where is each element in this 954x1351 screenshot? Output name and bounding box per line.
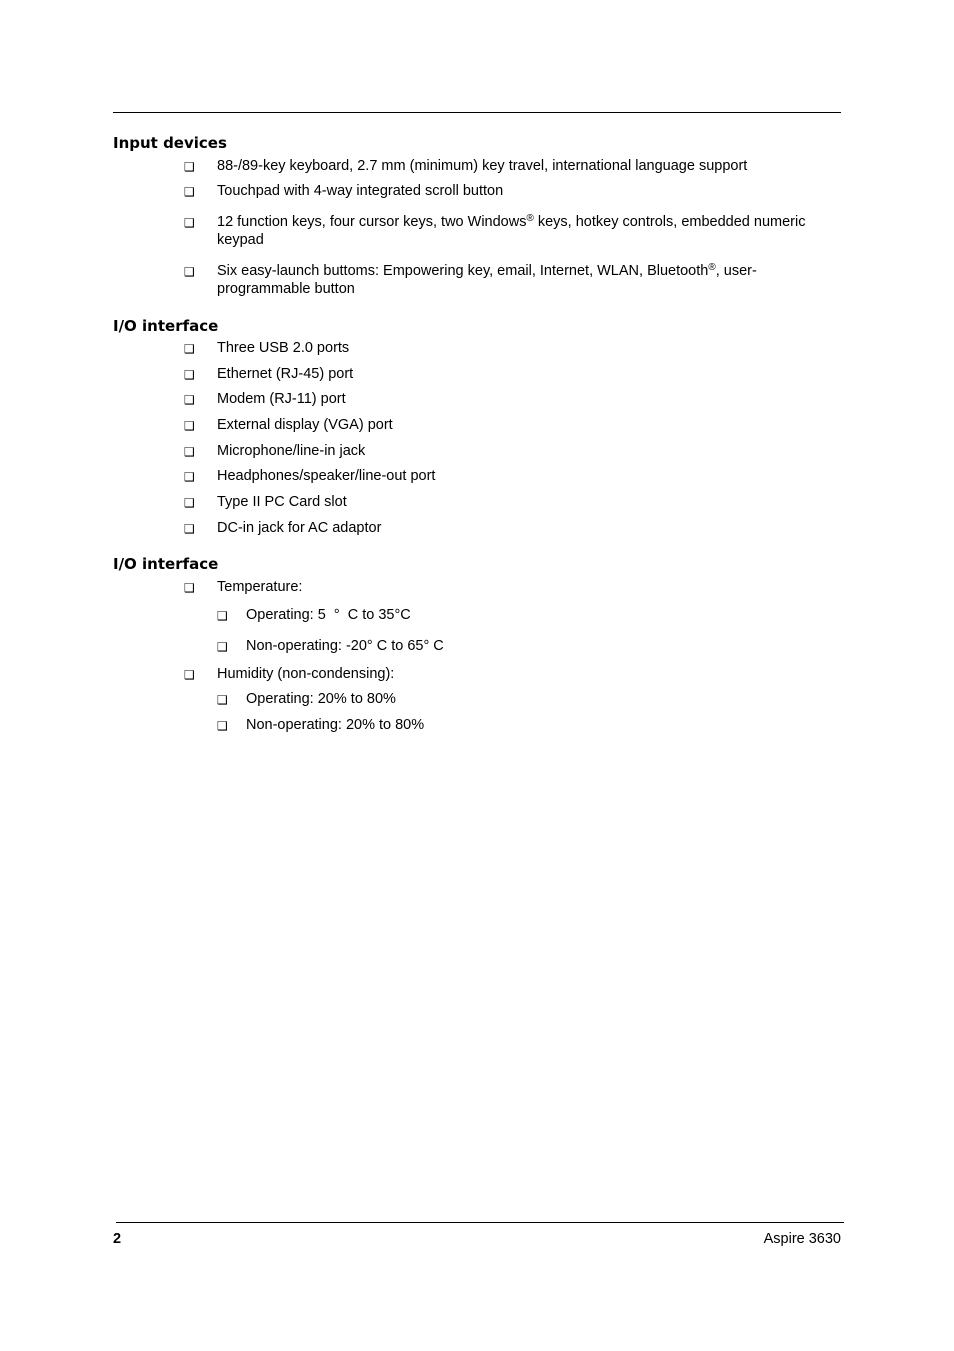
checkbox-bullet-icon: ❑ bbox=[184, 496, 195, 510]
checkbox-bullet-icon: ❑ bbox=[184, 470, 195, 484]
product-name: Aspire 3630 bbox=[763, 1231, 841, 1247]
checkbox-bullet-icon: ❑ bbox=[217, 640, 228, 654]
list-item-text: 12 function keys, four cursor keys, two Windows® keys, hotkey controls, embedded numeric bbox=[217, 213, 806, 230]
footer-rule bbox=[116, 1222, 844, 1223]
checkbox-bullet-icon: ❑ bbox=[184, 393, 195, 407]
checkbox-bullet-icon: ❑ bbox=[217, 693, 228, 707]
registered-mark: ® bbox=[526, 213, 534, 224]
checkbox-bullet-icon: ❑ bbox=[184, 419, 195, 433]
registered-mark: ® bbox=[708, 262, 716, 273]
header-rule bbox=[113, 112, 841, 113]
list-item-text: Microphone/line-in jack bbox=[217, 443, 366, 459]
checkbox-bullet-icon: ❑ bbox=[184, 160, 195, 174]
checkbox-bullet-icon: ❑ bbox=[184, 445, 195, 459]
list-item-text-continued: keypad bbox=[217, 232, 264, 248]
checkbox-bullet-icon: ❑ bbox=[184, 342, 195, 356]
section-heading-io-interface-environment: I/O interface bbox=[113, 555, 219, 573]
list-item-text: Touchpad with 4-way integrated scroll button bbox=[217, 183, 504, 199]
checkbox-bullet-icon: ❑ bbox=[184, 668, 195, 682]
checkbox-bullet-icon: ❑ bbox=[184, 522, 195, 536]
list-item-text: Operating: 5 ° C to 35°C bbox=[246, 607, 411, 623]
checkbox-bullet-icon: ❑ bbox=[184, 216, 195, 230]
checkbox-bullet-icon: ❑ bbox=[184, 265, 195, 279]
checkbox-bullet-icon: ❑ bbox=[184, 368, 195, 382]
list-item-text: Operating: 20% to 80% bbox=[246, 691, 396, 707]
section-heading-io-interface: I/O interface bbox=[113, 317, 219, 335]
list-item-text: Humidity (non-condensing): bbox=[217, 666, 395, 682]
checkbox-bullet-icon: ❑ bbox=[217, 609, 228, 623]
checkbox-bullet-icon: ❑ bbox=[184, 185, 195, 199]
list-item-text: Three USB 2.0 ports bbox=[217, 340, 350, 356]
list-item-text-continued: programmable button bbox=[217, 281, 355, 297]
list-item-text: Non-operating: -20° C to 65° C bbox=[246, 638, 444, 654]
list-item-text: Headphones/speaker/line-out port bbox=[217, 468, 436, 484]
list-item-text: External display (VGA) port bbox=[217, 417, 393, 433]
list-item-text: Modem (RJ-11) port bbox=[217, 391, 346, 407]
list-item-text: Temperature: bbox=[217, 579, 303, 595]
list-item-text: Six easy-launch buttoms: Empowering key, email, Internet, WLAN, Bluetooth®, user- bbox=[217, 262, 757, 279]
list-item-text: Ethernet (RJ-45) port bbox=[217, 366, 354, 382]
page-number: 2 bbox=[113, 1231, 122, 1247]
list-item-text: Type II PC Card slot bbox=[217, 494, 347, 510]
list-item-text: Non-operating: 20% to 80% bbox=[246, 717, 425, 733]
list-item-text: 88-/89-key keyboard, 2.7 mm (minimum) key travel, international language support bbox=[217, 158, 748, 174]
section-heading-input-devices: Input devices bbox=[113, 134, 227, 152]
checkbox-bullet-icon: ❑ bbox=[184, 581, 195, 595]
checkbox-bullet-icon: ❑ bbox=[217, 719, 228, 733]
list-item-text: DC-in jack for AC adaptor bbox=[217, 520, 382, 536]
